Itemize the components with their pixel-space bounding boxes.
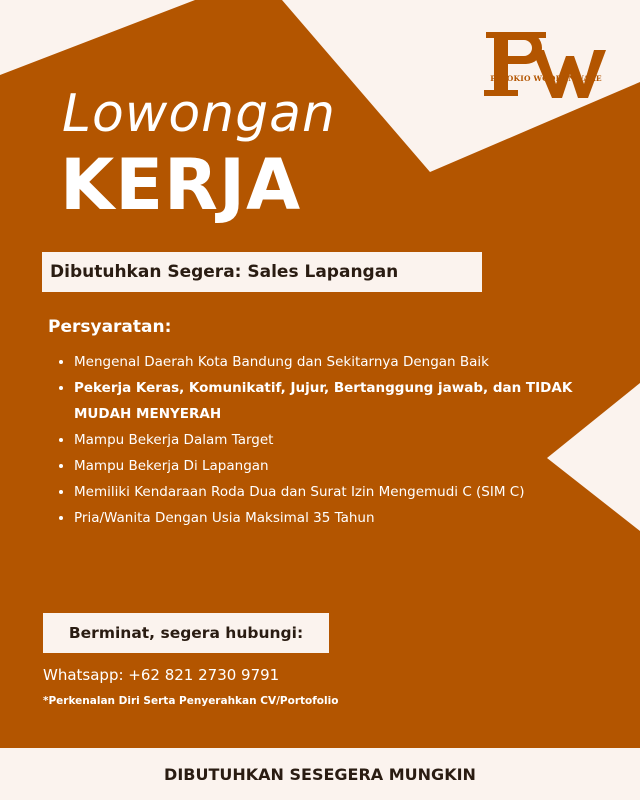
headline-kerja: KERJA [60, 144, 302, 226]
pw-monogram-logo [480, 26, 612, 106]
whatsapp-number: Whatsapp: +62 821 2730 9791 [43, 666, 280, 684]
requirements-list [56, 349, 574, 531]
requirement-item: • Memiliki Kendaraan Roda Dua dan Surat Izin Mengemudi C (SIM C) [74, 479, 574, 505]
requirement-item: • Pria/Wanita Dengan Usia Maksimal 35 Tahun [74, 505, 574, 531]
requirement-item: • Mampu Bekerja Dalam Target [74, 427, 574, 453]
headline-lowongan: Lowongan [62, 84, 336, 144]
application-note: *Perkenalan Diri Serta Penyerahkan CV/Portofolio [43, 695, 339, 707]
contact-banner: Berminat, segera hubungi: [43, 613, 329, 653]
brand-name: PINOKIO WOODENWARE [490, 74, 602, 83]
requirement-item: • Pekerja Keras, Komunikatif, Jujur, Bertanggung jawab, dan TIDAK MUDAH MENYERAH [74, 375, 574, 427]
requirement-item: • Mampu Bekerja Di Lapangan [74, 453, 574, 479]
requirement-item: • Mengenal Daerah Kota Bandung dan Sekitarnya Dengan Baik [74, 349, 574, 375]
position-banner: Dibutuhkan Segera: Sales Lapangan [42, 252, 482, 292]
requirements-heading: Persyaratan: [48, 317, 172, 337]
footer-urgency: DIBUTUHKAN SESEGERA MUNGKIN [164, 764, 476, 784]
